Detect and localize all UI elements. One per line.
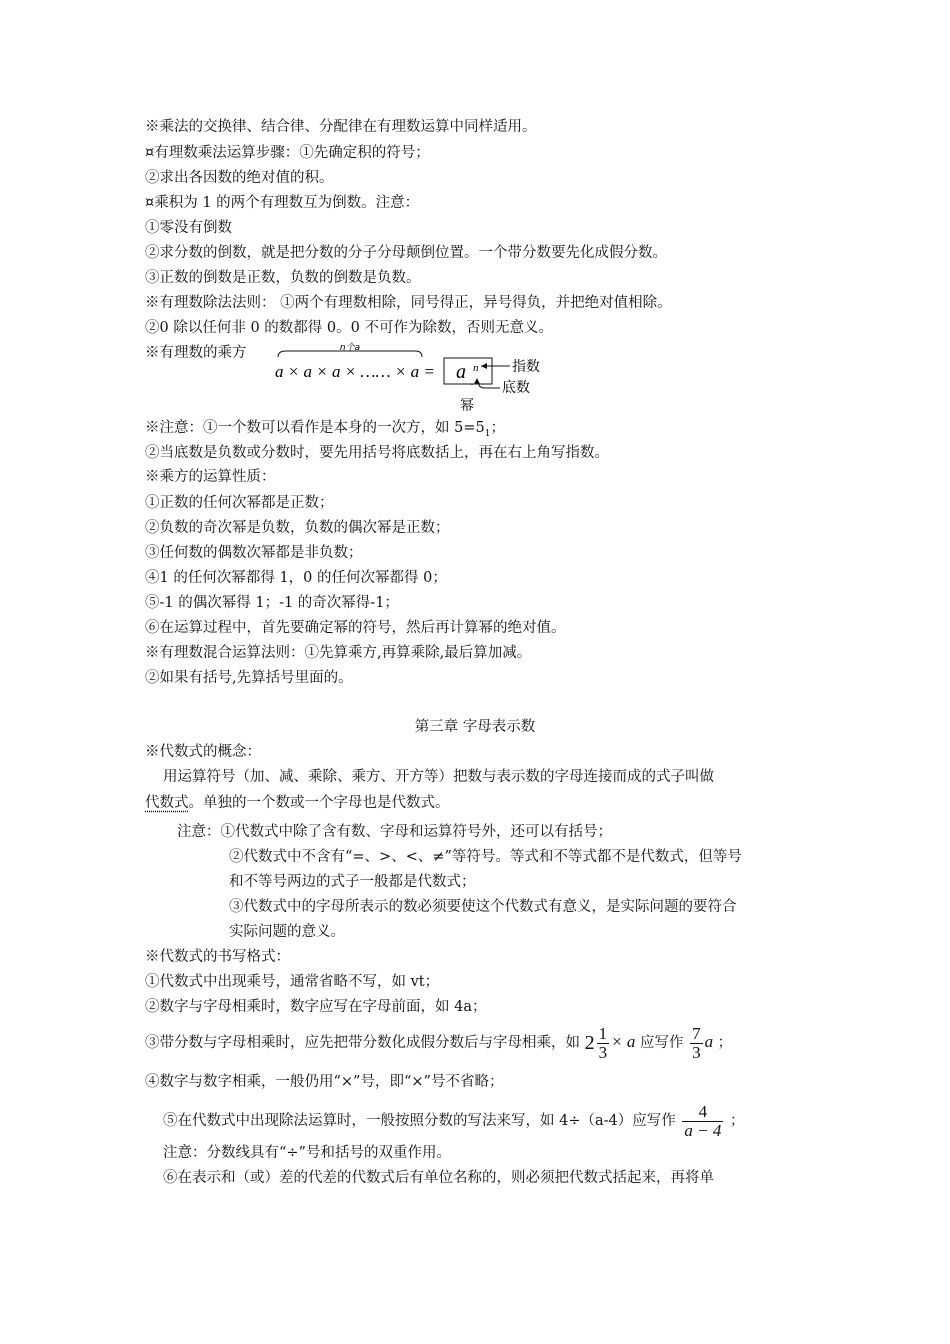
text-line: ②如果有括号,先算括号里面的。 [145, 670, 353, 686]
text-line: ¤有理数乘法运算步骤：①先确定积的符号； [145, 145, 430, 161]
text-line: ※有理数除法法则： ①两个有理数相除，同号得正，异号得负，并把绝对值相除。 [145, 295, 672, 311]
fraction-numerator: 7 [692, 1023, 701, 1043]
text-segment: ③带分数与字母相乘时，应先把带分数化成假分数后与字母相乘，如 [145, 1035, 580, 1051]
text-segment: ； [717, 1035, 733, 1051]
brace-label: n个a [339, 343, 361, 353]
text-line: ※代数式的书写格式： [145, 949, 290, 965]
text-segment: 。单独的一个数或一个字母也是代数式。 [188, 795, 450, 811]
text-line [145, 1022, 732, 1063]
note-end: ； [490, 420, 505, 436]
text-line [163, 1099, 744, 1143]
fraction-denominator: 3 [598, 1042, 608, 1062]
text-line: ③正数的倒数是正数，负数的倒数是负数。 [145, 270, 421, 286]
text-line: ②求分数的倒数，就是把分数的分子分母颠倒位置。一个带分数要先化成假分数。 [145, 245, 667, 261]
text-line: ④1 的任何次幂都得 1，0 的任何次幂都得 0； [145, 570, 447, 586]
text-line: ¤乘积为 1 的两个有理数互为倒数。注意： [145, 195, 420, 211]
subscript: 1 [484, 428, 491, 439]
text-segment: ； [729, 1113, 745, 1129]
text-line: ②代数式中不含有“=、>、<、≠”等符号。等式和不等式都不是代数式，但等号 [229, 849, 742, 865]
exponent-label: 指数 [512, 359, 540, 375]
text-segment: ⑤在代数式中出现除法运算时，一般按照分数的写法来写，如 4÷（a-4）应写作 [163, 1113, 676, 1129]
text-line: ②当底数是负数或分数时，要先用括号将底数括上，再在右上角写指数。 [145, 445, 609, 461]
text-line: ※乘法的交换律、结合律、分配律在有理数运算中同样适用。 [145, 119, 537, 135]
text-line: ⑥在表示和（或）差的代差的代数式后有单位名称的，则必须把代数式括起来，再将单 [163, 1170, 714, 1186]
fraction-numerator: 1 [598, 1023, 608, 1043]
term-algebraic-expression: 代数式 [145, 795, 189, 811]
mixed-number-integer: 2 [584, 1032, 595, 1054]
text-line [145, 418, 505, 444]
text-line: ※有理数混合运算法则：①先算乘方,再算乘除,最后算加减。 [145, 645, 532, 661]
text-line [145, 793, 450, 813]
text-line: ※乘方的运算性质： [145, 469, 276, 485]
mixed-number-fraction [597, 1025, 610, 1062]
times-variable: × a [611, 1032, 636, 1051]
text-line: ※代数式的概念： [145, 744, 261, 760]
text-line: 实际问题的意义。 [229, 924, 345, 940]
text-line: ⑥在运算过程中，首先要确定幂的符号，然后再计算幂的绝对值。 [145, 620, 566, 636]
power-label: 幂 [460, 398, 474, 414]
text-line: 和不等号两边的式子一般都是代数式； [229, 874, 476, 890]
power-diagram [270, 340, 560, 418]
text-line: 注意：①代数式中除了含有数、字母和运算符号外，还可以有括号； [177, 824, 612, 840]
improper-fraction [690, 1025, 703, 1062]
text-line: ②求出各因数的绝对值的积。 [145, 170, 334, 186]
division-fraction [682, 1103, 723, 1140]
text-line: 用运算符号（加、减、乘除、乘方、开方等）把数与表示数的字母连接而成的式子叫做 [163, 769, 714, 785]
power-box [444, 358, 492, 384]
text-line: ①正数的任何次幂都是正数； [145, 495, 334, 511]
fraction-numerator: 4 [682, 1103, 723, 1122]
text-line: 注意：分数线具有“÷”号和括号的双重作用。 [163, 1145, 451, 1161]
power-base: a [456, 361, 466, 383]
fraction-denominator: 3 [692, 1042, 701, 1062]
text-line: ①零没有倒数 [145, 220, 232, 236]
power-expression: a × a × a × …… × a = [275, 362, 435, 381]
text-line: ※有理数的乘方 [145, 345, 247, 361]
chapter-title: 第三章 字母表示数 [414, 719, 536, 735]
note-text: ※注意：①一个数可以看作是本身的一次方，如 5=5 [145, 420, 485, 436]
text-segment: 应写作 [639, 1035, 684, 1051]
text-line: ②数字与字母相乘时，数字应写在字母前面，如 4a； [145, 999, 487, 1015]
text-line: ③代数式中的字母所表示的数必须要使这个代数式有意义，是实际问题的要符合 [229, 899, 737, 915]
text-line: ⑤-1 的偶次幂得 1；-1 的奇次幂得-1； [145, 595, 399, 611]
base-label: 底数 [502, 380, 530, 396]
fraction-denominator: a − 4 [684, 1120, 722, 1140]
fraction-variable: a [704, 1032, 714, 1051]
text-line: ②0 除以任何非 0 的数都得 0。0 不可作为除数，否则无意义。 [145, 320, 553, 336]
text-line: ④数字与数字相乘，一般仍用“×”号，即“×”号不省略； [145, 1074, 504, 1090]
text-line: ①代数式中出现乘号，通常省略不写，如 vt； [145, 974, 440, 990]
text-line: ②负数的奇次幂是负数，负数的偶次幂是正数； [145, 520, 450, 536]
power-exponent: n [473, 362, 479, 374]
text-line: ③任何数的偶数次幂都是非负数； [145, 545, 363, 561]
